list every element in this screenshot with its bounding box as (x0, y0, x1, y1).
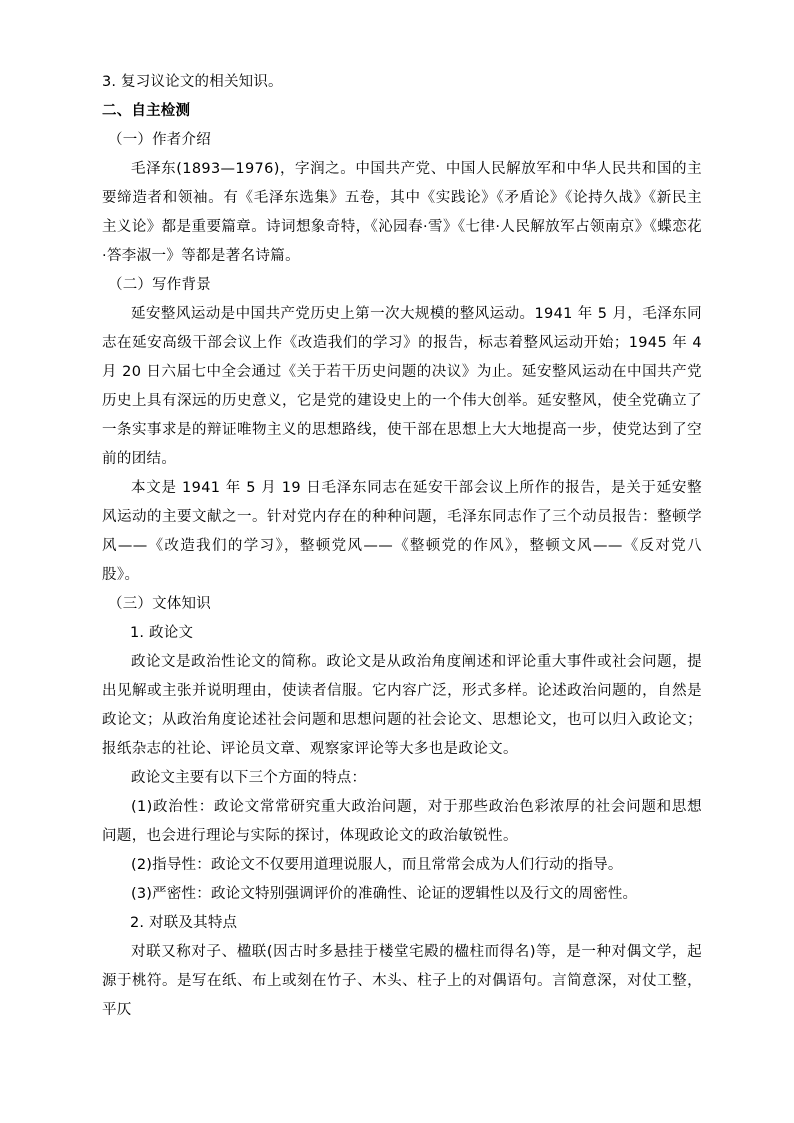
background-paragraph-2: 本文是 1941 年 5 月 19 日毛泽东同志在延安干部会议上所作的报告，是关于延安整风运动的主要文献之一。针对党内存在的种种问题，毛泽东同志作了三个动员报告：整顿学风——《改造我们的学习》，整顿党风——《整顿党的作风》，整顿文风——《反对党八股》。 (102, 480, 702, 583)
genre-item-couplet-title: 2. 对联及其特点 (130, 915, 238, 931)
genre-item-political-essay-title: 1. 政论文 (130, 625, 194, 641)
review-item: 3. 复习议论文的相关知识。 (102, 74, 283, 90)
couplet-paragraph: 对联又称对子、楹联(因古时多悬挂于楼堂宅殿的楹柱而得名)等，是一种对偶文学，起源于桃符。是写在纸、布上或刻在竹子、木头、柱子上的对偶语句。言简意深，对仗工整，平仄 (102, 944, 702, 1018)
political-essay-definition-paragraph: 政论文是政治性论文的简称。政论文是从政治角度阐述和评论重大事件或社会问题，提出见解或主张并说明理由，使读者信服。它内容广泛，形式多样。论述政治问题的，自然是政论文；从政治角度论述社会问题和思想问题的社会论文、思想论文，也可以归入政论文；报纸杂志的社论、评论员文章、观察家评论等大多也是政论文。 (102, 654, 702, 757)
background-paragraph-1: 延安整风运动是中国共产党历史上第一次大规模的整风运动。1941 年 5 月，毛泽东同志在延安高级干部会议上作《改造我们的学习》的报告，标志着整风运动开始；1945 年 4 月 20 日六届七中全会通过《关于若干历史问题的决议》为止。延安整风运动在中国共产党历史上具有深远的历史意义，它是党的建设史上的一个伟大创举。延安整风，使全党确立了一条实事求是的辩证唯物主义的思想路线，使干部在思想上大大地提高一步，使党达到了空前的团结。 (102, 306, 702, 467)
subsection-heading-author: （一）作者介绍 (108, 132, 211, 148)
author-introduction-paragraph: 毛泽东(1893—1976)，字润之。中国共产党、中国人民解放军和中华人民共和国的主要缔造者和领袖。有《毛泽东选集》五卷，其中《实践论》《矛盾论》《论持久战》《新民主主义论》都是重要篇章。诗词想象奇特，《沁园春·雪》《七律·人民解放军占领南京》《蝶恋花·答李淑一》等都是著名诗篇。 (102, 161, 702, 264)
section-heading-self-check: 二、自主检测 (102, 103, 191, 119)
subsection-heading-background: （二）写作背景 (108, 277, 211, 293)
feature-political: (1)政治性：政论文常常研究重大政治问题，对于那些政治色彩浓厚的社会问题和思想问题，也会进行理论与实际的探讨，体现政论文的政治敏锐性。 (102, 799, 702, 844)
feature-guidance: (2)指导性：政论文不仅要用道理说服人，而且常常会成为人们行动的指导。 (131, 857, 623, 873)
subsection-heading-genre: （三）文体知识 (108, 596, 211, 612)
political-essay-features-intro: 政论文主要有以下三个方面的特点： (131, 770, 367, 786)
feature-rigor: (3)严密性：政论文特别强调评价的准确性、论证的逻辑性以及行文的周密性。 (131, 886, 638, 902)
